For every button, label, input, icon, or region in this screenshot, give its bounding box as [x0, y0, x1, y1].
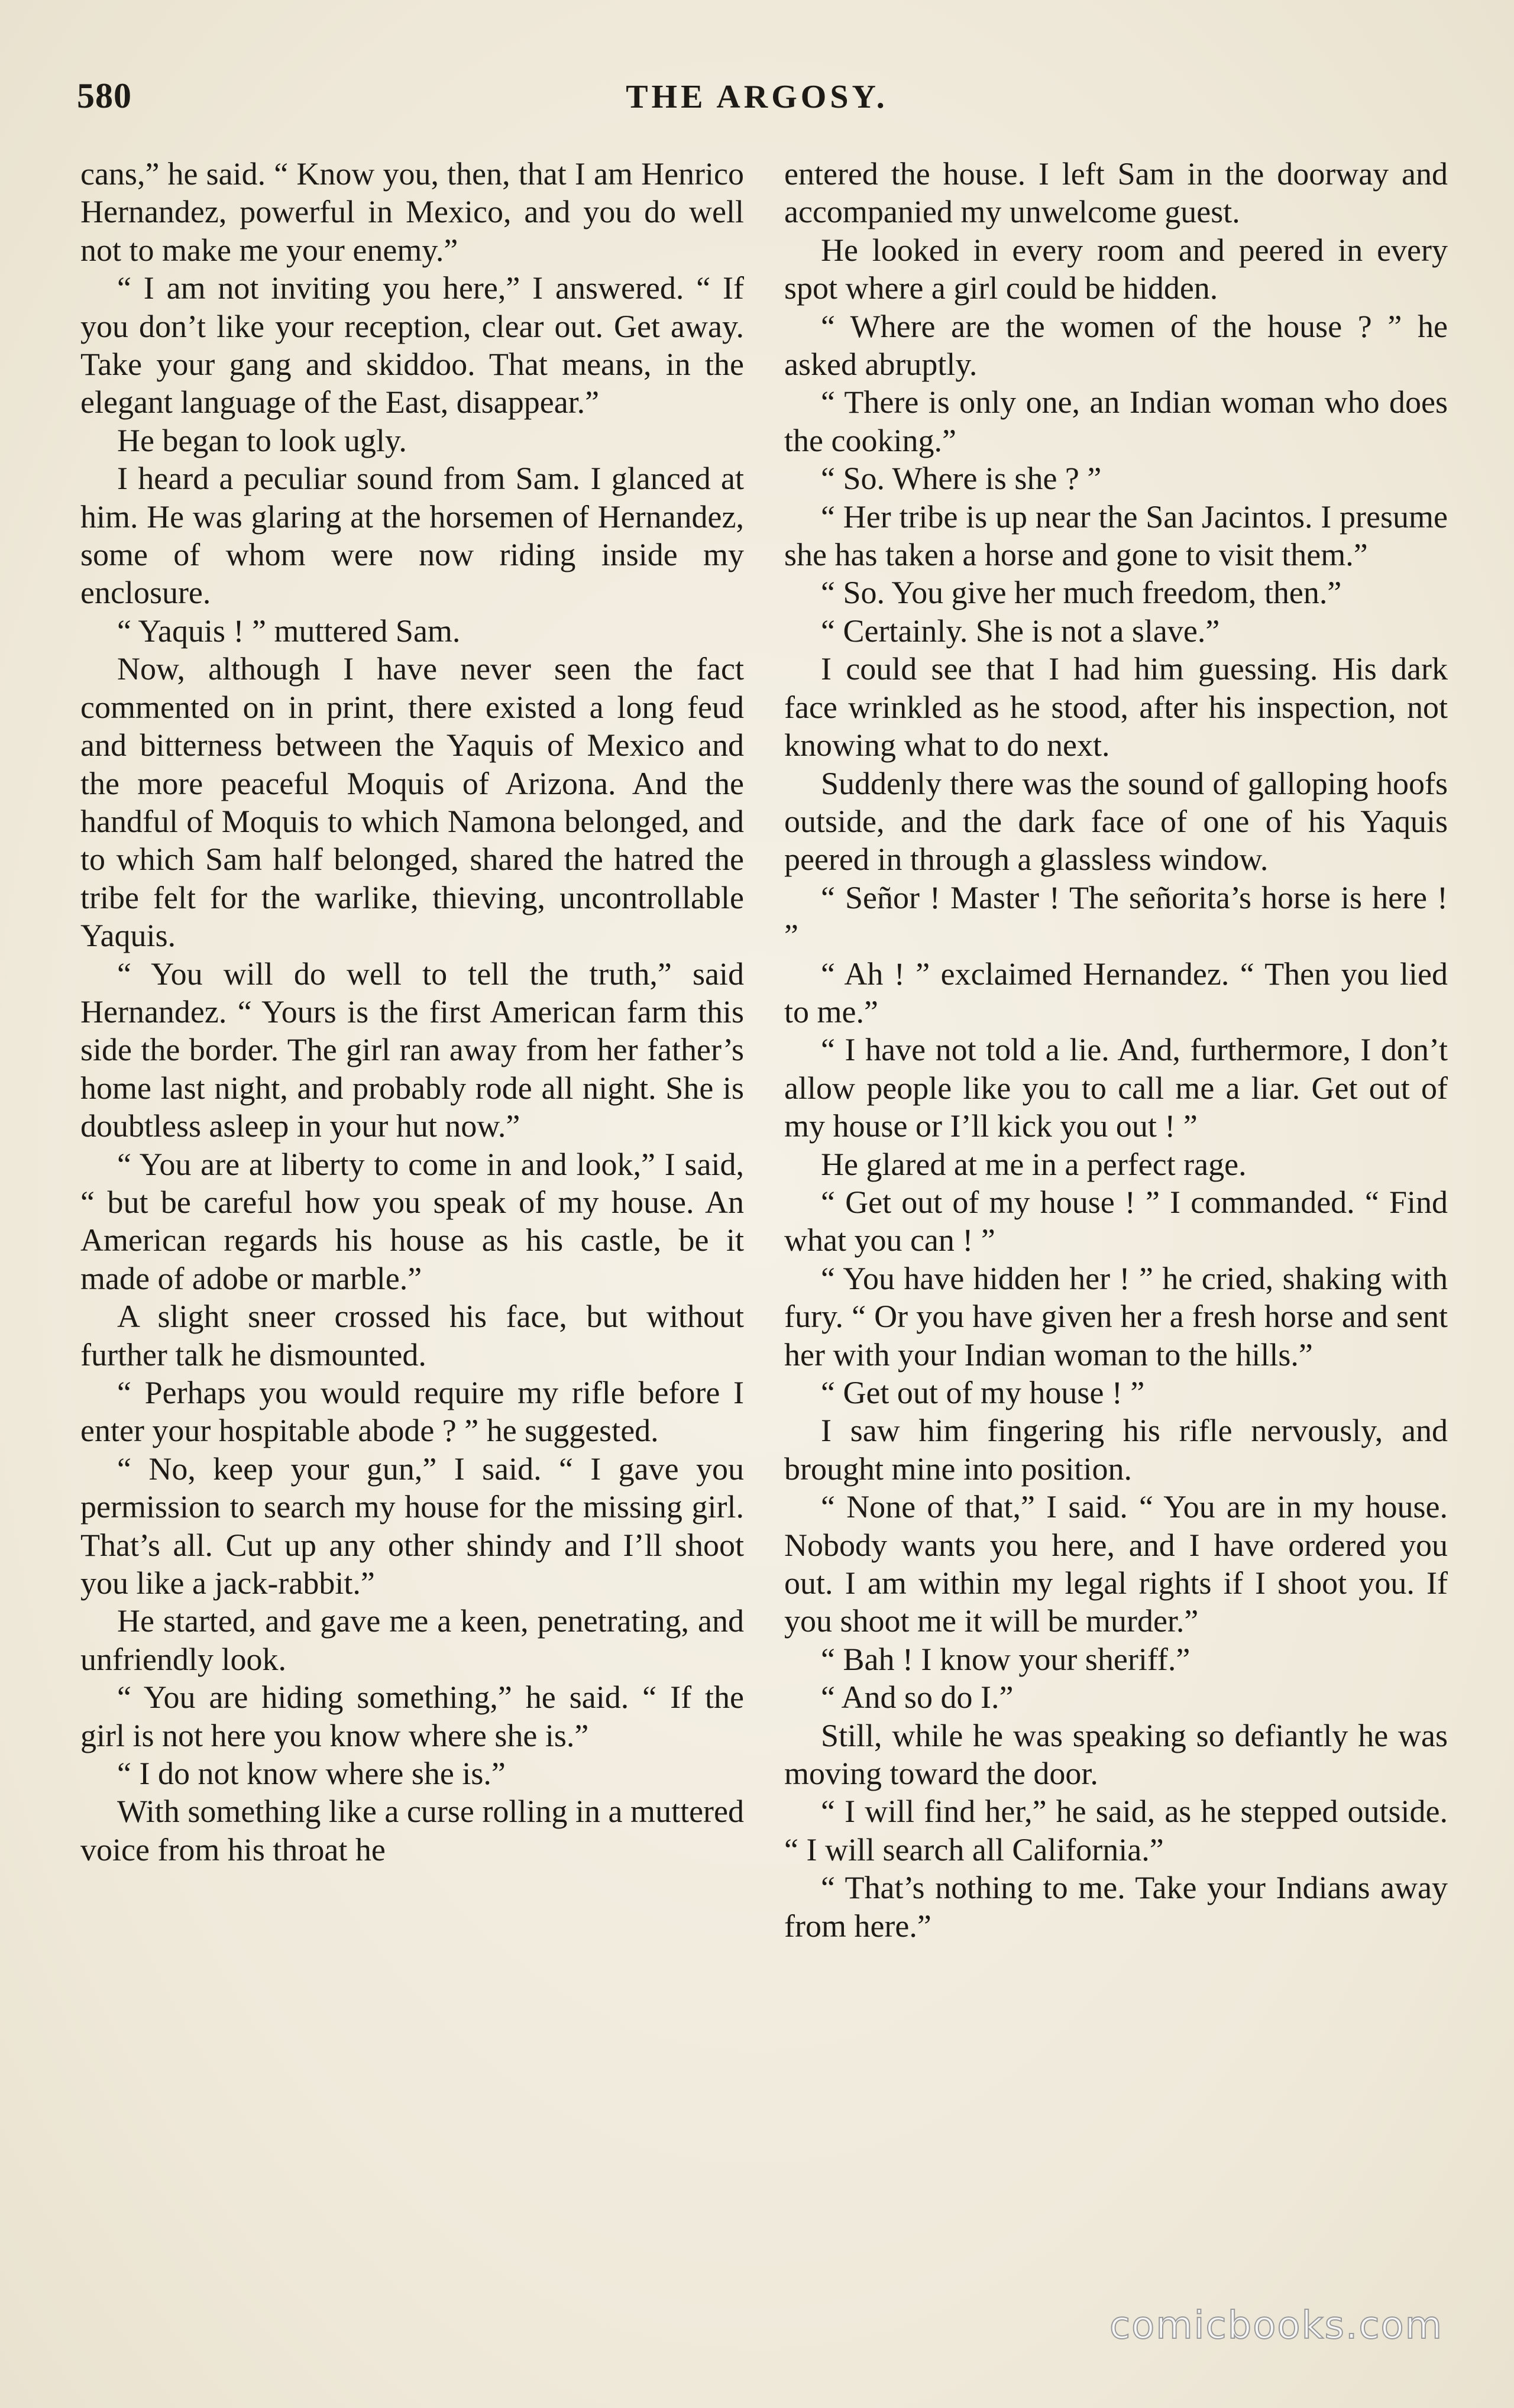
- paragraph: “ Ah ! ” exclaimed Hernandez. “ Then you lied to me.”: [784, 956, 1448, 1030]
- paragraph: “ I do not know where she is.”: [117, 1756, 506, 1792]
- paragraph: With something like a curse rolling in a muttered voice from his throat he: [80, 1794, 744, 1868]
- paragraph: A slight sneer crossed his face, but without further talk he dismounted.: [80, 1299, 744, 1373]
- paragraph: “ Yaquis ! ” muttered Sam.: [117, 613, 461, 649]
- paragraph: He looked in every room and peered in every spot where a girl could be hidden.: [784, 232, 1448, 306]
- paragraph: “ I am not inviting you here,” I answered. “ If you don’t like your reception, clear out. Get away. Take your gang and skiddoo. That means, in the elegant language of the East, disappear.”: [80, 270, 744, 420]
- paragraph: “ Her tribe is up near the San Jacintos. I presume she has taken a horse and gone to visit them.”: [784, 499, 1448, 573]
- paragraph: “ So. You give her much freedom, then.”: [821, 575, 1342, 611]
- watermark: comicbooks.com: [1109, 2304, 1443, 2348]
- paragraph: “ You have hidden her ! ” he cried, shaking with fury. “ Or you have given her a fresh horse and sent her with your Indian woman to the hills.”: [784, 1260, 1448, 1373]
- paragraph: He glared at me in a perfect rage.: [821, 1146, 1247, 1182]
- paragraph: “ None of that,” I said. “ You are in my house. Nobody wants you here, and I have ordered you out. I am within my legal rights if I shoot you. If you shoot me it will be murder.”: [784, 1489, 1448, 1639]
- right-column: [784, 155, 1448, 2343]
- paragraph: “ That’s nothing to me. Take your Indians away from here.”: [784, 1870, 1448, 1944]
- paragraph: “ There is only one, an Indian woman who does the cooking.”: [784, 384, 1448, 458]
- paragraph: Now, although I have never seen the fact commented on in print, there existed a long feud and bitterness between the Yaquis of Mexico and the more peaceful Moquis of Arizona. And the handful of Moquis to which Namona belonged, and to which Sam half belonged, shared the hatred the tribe felt for the warlike, thieving, uncontrollable Yaquis.: [80, 651, 744, 954]
- paragraph: He started, and gave me a keen, penetrating, and unfriendly look.: [80, 1603, 744, 1677]
- paragraph: “ Señor ! Master ! The señorita’s horse is here ! ”: [784, 879, 1448, 954]
- paragraph: “ I have not told a lie. And, furthermore, I don’t allow people like you to call me a liar. Get out of my house or I’ll kick you out ! ”: [784, 1032, 1448, 1144]
- paragraph: I saw him fingering his rifle nervously, and brought mine into position.: [784, 1413, 1448, 1487]
- left-column: [80, 155, 744, 2343]
- page-header: [77, 76, 1437, 123]
- paragraph: “ You will do well to tell the truth,” said Hernandez. “ Yours is the first American farm this side the border. The girl ran away from her father’s home last night, and probably rode all night. She is doubtless asleep in your hut now.”: [80, 956, 744, 1144]
- paragraph: “ No, keep your gun,” I said. “ I gave you permission to search my house for the missing girl. That’s all. Cut up any other shindy and I’ll shoot you like a jack-rabbit.”: [80, 1451, 744, 1601]
- paragraph: “ Get out of my house ! ”: [821, 1375, 1145, 1410]
- paragraph: “ Certainly. She is not a slave.”: [821, 613, 1220, 649]
- paragraph: cans,” he said. “ Know you, then, that I am Henrico Hernandez, powerful in Mexico, and you do well not to make me your enemy.”: [80, 156, 744, 268]
- paragraph: “ Where are the women of the house ? ” he asked abruptly.: [784, 308, 1448, 383]
- paragraph: “ You are at liberty to come in and look,” I said, “ but be careful how you speak of my house. An American regards his house as his castle, be it made of adobe or marble.”: [80, 1146, 744, 1296]
- paragraph: “ Get out of my house ! ” I commanded. “ Find what you can ! ”: [784, 1184, 1448, 1258]
- paragraph: He began to look ugly.: [117, 422, 407, 458]
- paragraph: Suddenly there was the sound of galloping hoofs outside, and the dark face of one of his Yaquis peered in through a glassless window.: [784, 765, 1448, 878]
- paragraph: “ You are hiding something,” he said. “ If the girl is not here you know where she is.”: [80, 1679, 744, 1753]
- paragraph: “ Bah ! I know your sheriff.”: [821, 1641, 1191, 1677]
- paragraph: “ Perhaps you would require my rifle before I enter your hospitable abode ? ” he suggested.: [80, 1375, 744, 1449]
- paragraph: “ I will find her,” he said, as he stepped outside. “ I will search all California.”: [784, 1794, 1448, 1868]
- paragraph: entered the house. I left Sam in the doorway and accompanied my unwelcome guest.: [784, 156, 1448, 230]
- paragraph: “ And so do I.”: [821, 1679, 1014, 1716]
- page-number: 580: [77, 76, 132, 115]
- paragraph: I could see that I had him guessing. His dark face wrinkled as he stood, after his inspection, not knowing what to do next.: [784, 651, 1448, 763]
- paragraph: I heard a peculiar sound from Sam. I glanced at him. He was glaring at the horsemen of Hernandez, some of whom were now riding inside my enclosure.: [80, 461, 744, 611]
- paragraph: “ So. Where is she ? ”: [821, 461, 1102, 497]
- paragraph: Still, while he was speaking so defiantly he was moving toward the door.: [784, 1717, 1448, 1792]
- running-head: THE ARGOSY.: [626, 79, 888, 115]
